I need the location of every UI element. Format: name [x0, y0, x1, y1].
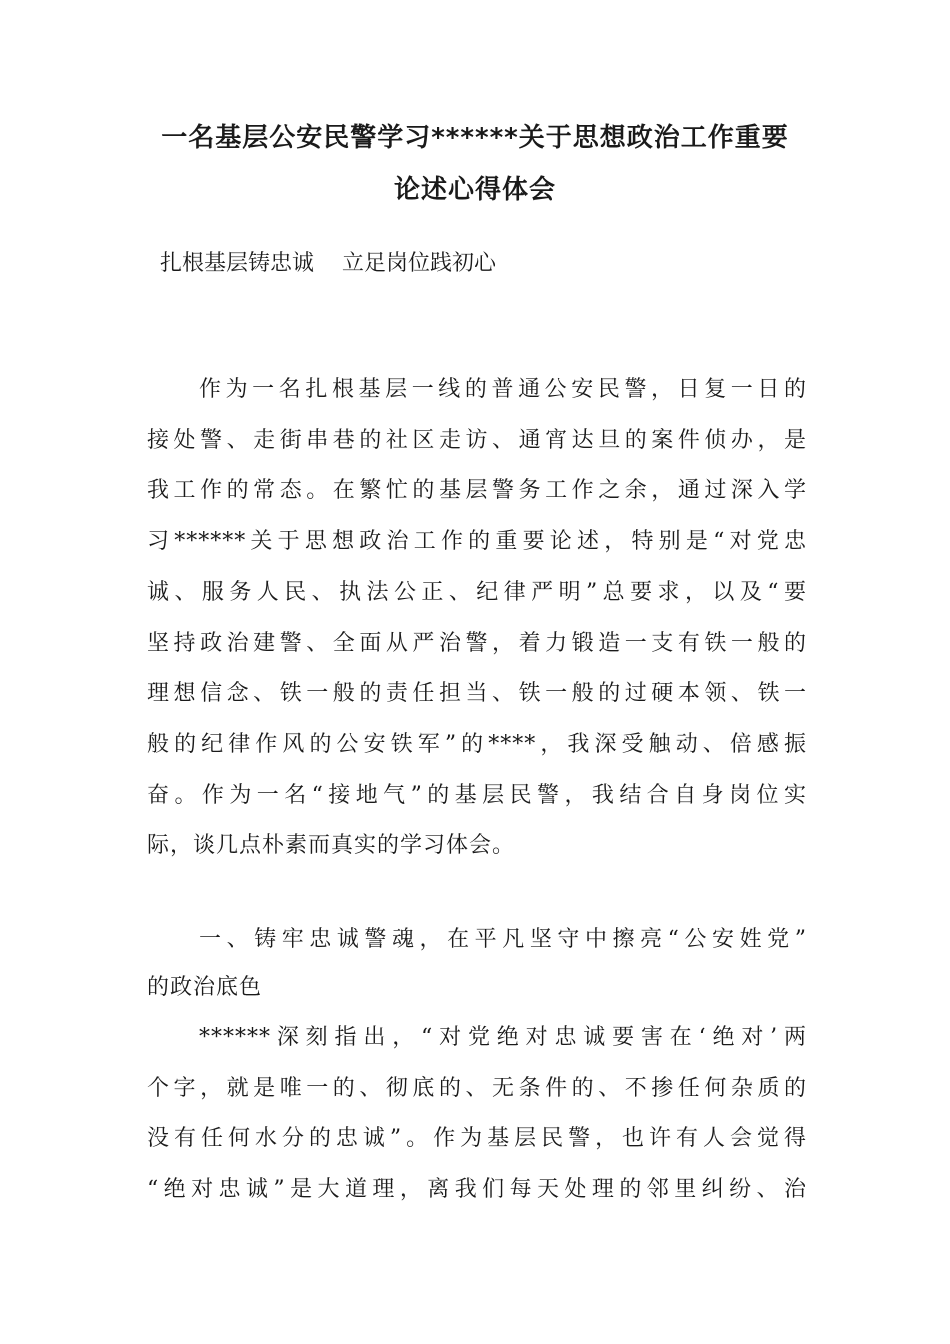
section-1-heading — [147, 916, 807, 1012]
paragraph-line: 没有任何水分的忠诚”。作为基层民警，也许有人会觉得 — [147, 1126, 807, 1152]
paragraph-line: 般的纪律作风的公安铁军”的****，我深受触动、倍感振 — [147, 731, 807, 757]
paragraph-line: 我工作的常态。在繁忙的基层警务工作之余，通过深入学 — [147, 478, 807, 504]
title-line-2: 论述心得体会 — [393, 175, 556, 205]
paragraph-line: 奋。作为一名“接地气”的基层民警，我结合自身岗位实 — [147, 782, 807, 808]
document-subtitle: 扎根基层铸忠诚 立足岗位践初心 — [160, 251, 496, 276]
paragraph-line: 际，谈几点朴素而真实的学习体会。 — [147, 833, 516, 859]
paragraph-line: 接处警、走街串巷的社区走访、通宵达旦的案件侦办，是 — [147, 427, 807, 453]
section-1-paragraph — [147, 1013, 807, 1216]
heading-line: 的政治底色 — [147, 975, 263, 1000]
title-line-1: 一名基层公安民警学习******关于思想政治工作重要 — [161, 123, 789, 153]
paragraph-line: “绝对忠诚”是大道理，离我们每天处理的邻里纠纷、治 — [147, 1177, 807, 1203]
document-title — [140, 112, 810, 216]
heading-line: 一、铸牢忠诚警魂，在平凡坚守中擦亮“公安姓党” — [199, 927, 807, 952]
paragraph-line: ******深刻指出，“对党绝对忠诚要害在‘绝对’两 — [199, 1025, 807, 1050]
paragraph-line: 个字，就是唯一的、彻底的、无条件的、不掺任何杂质的 — [147, 1075, 807, 1101]
paragraph-line: 习******关于思想政治工作的重要论述，特别是“对党忠 — [147, 529, 807, 555]
paragraph-line: 作为一名扎根基层一线的普通公安民警，日复一日的 — [199, 377, 807, 402]
intro-paragraph — [147, 365, 807, 872]
paragraph-line: 诚、服务人民、执法公正、纪律严明”总要求，以及“要 — [147, 579, 807, 605]
paragraph-line: 坚持政治建警、全面从严治警，着力锻造一支有铁一般的 — [147, 630, 807, 656]
paragraph-line: 理想信念、铁一般的责任担当、铁一般的过硬本领、铁一 — [147, 681, 807, 707]
